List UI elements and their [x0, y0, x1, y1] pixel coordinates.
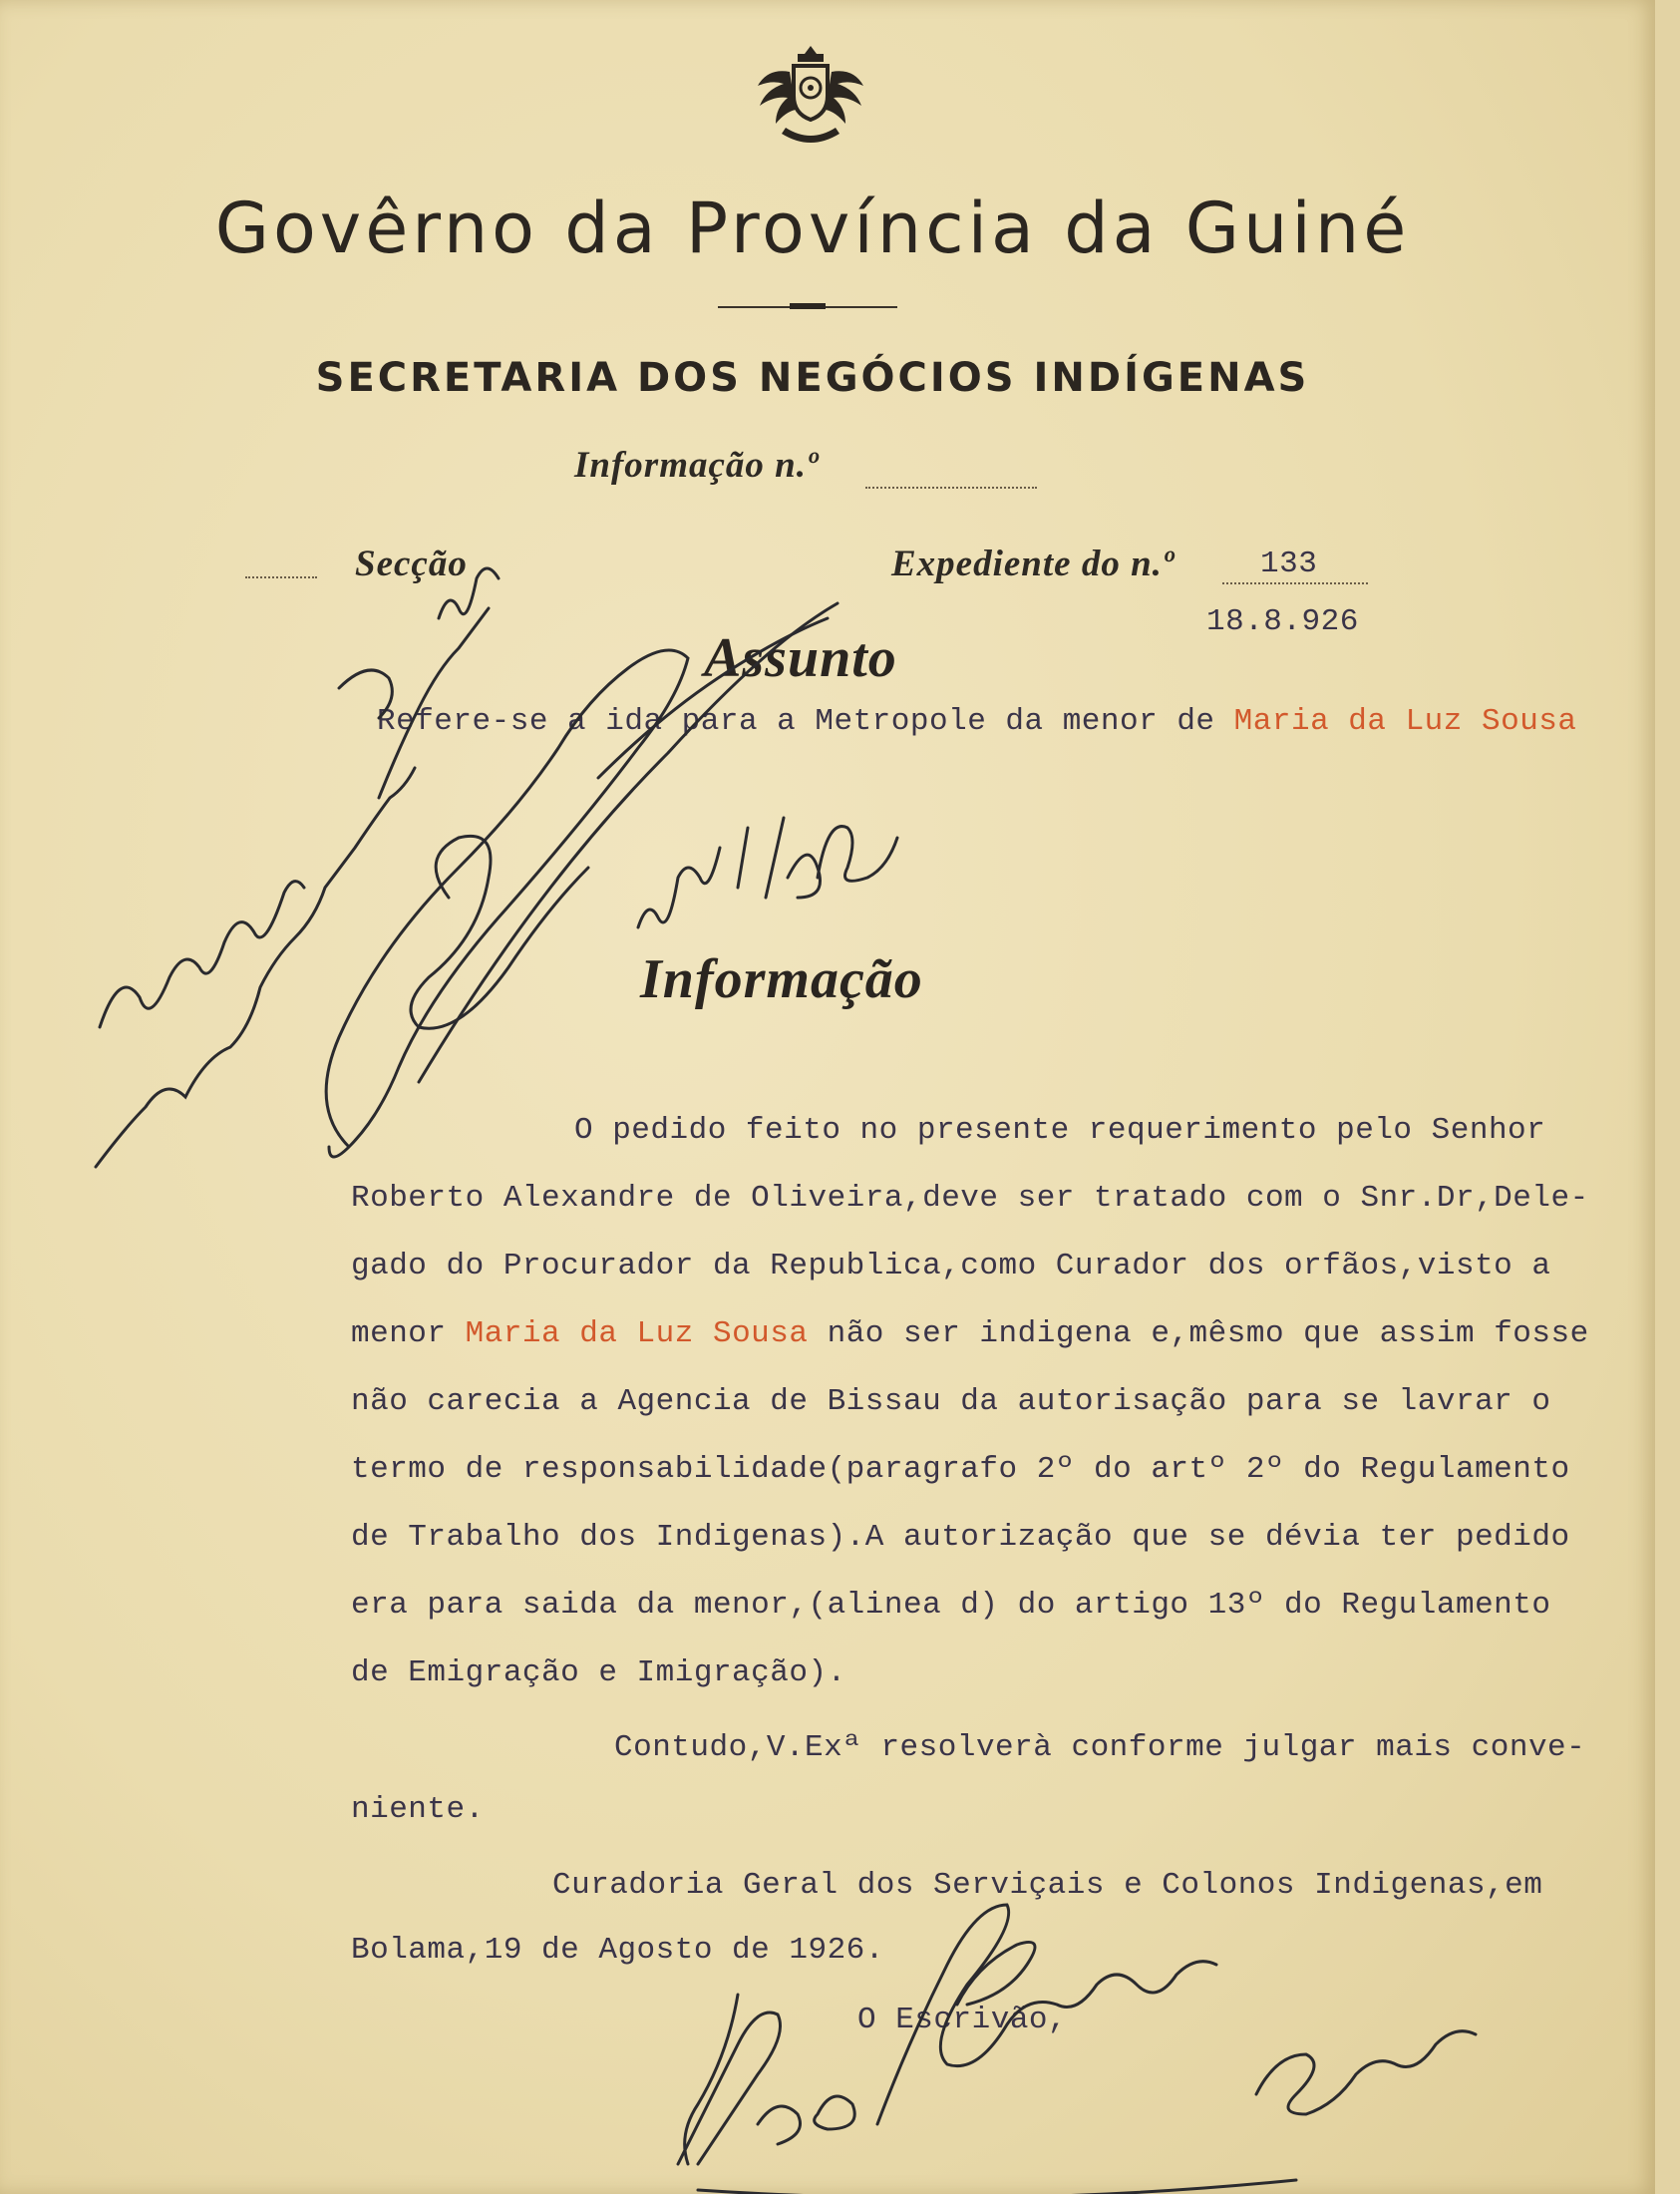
- body-line-11: niente.: [351, 1792, 485, 1827]
- coat-of-arms-icon: [750, 42, 871, 146]
- government-title: Govêrno da Província da Guiné: [214, 187, 1411, 269]
- expediente-date: 18.8.926: [1206, 604, 1359, 639]
- body-line-8: era para saida da menor,(alinea d) do artigo 13º do Regulamento: [351, 1588, 1551, 1623]
- expediente-blank: [1222, 582, 1368, 584]
- body-line-4-a: menor: [351, 1316, 447, 1351]
- signature-loop: [411, 836, 588, 1028]
- despacho-line-2: [96, 768, 415, 1167]
- bottom-signature: [678, 2012, 854, 2164]
- date-annotation: [638, 818, 897, 927]
- divider-mark: [790, 303, 826, 309]
- assunto-text: [377, 704, 1577, 739]
- assunto-heading: Assunto: [704, 627, 897, 689]
- informacao-heading: Informação: [640, 948, 923, 1010]
- body-line-5: não carecia a Agencia de Bissau da autorisação para se lavrar o: [351, 1384, 1551, 1419]
- body-line-4: [351, 1316, 1655, 1351]
- informacao-number-label: Informação n.º: [574, 445, 820, 486]
- bottom-signature-underline: [698, 2180, 1296, 2194]
- expediente-label: Expediente do n.º: [891, 544, 1176, 584]
- secretaria-heading: SECRETARIA DOS NEGÓCIOS INDÍGENAS: [315, 355, 1310, 401]
- body-line-13: Bolama,19 de Agosto de 1926.: [351, 1933, 884, 1968]
- expediente-number: 133: [1260, 547, 1318, 581]
- body-line-7: de Trabalho dos Indigenas).A autorização que se dévia ter pedido: [351, 1520, 1570, 1555]
- body-line-1: O pedido feito no presente requerimento pelo Senhor: [574, 1113, 1546, 1148]
- signoff-label: O Escrivão,: [857, 2003, 1068, 2037]
- body-line-4-b: não ser indigena e,mêsmo que assim fosse: [827, 1316, 1589, 1351]
- body-line-10: Contudo,V.Exª resolverà conforme julgar mais conve-: [614, 1730, 1586, 1765]
- body-line-2: Roberto Alexandre de Oliveira,deve ser tratado com o Snr.Dr,Dele-: [351, 1181, 1589, 1216]
- assunto-name: Maria da Luz Sousa: [1233, 704, 1577, 739]
- informacao-number-blank: [865, 487, 1037, 489]
- body-line-9: de Emigração e Imigração).: [351, 1655, 846, 1690]
- seccao-blank: [245, 576, 317, 578]
- despacho-line-1: [100, 882, 304, 1027]
- bottom-signature-end: [1256, 2031, 1476, 2114]
- seccao-label: Secção: [355, 544, 468, 584]
- signature-j: [685, 1995, 738, 2164]
- body-line-6: termo de responsabilidade(paragrafo 2º do artº 2º do Regulamento: [351, 1452, 1570, 1487]
- assunto-text-before: Refere-se a ida para a Metropole da menor de: [377, 704, 1215, 739]
- despacho-word-mid: [379, 608, 489, 798]
- body-line-4-name: Maria da Luz Sousa: [465, 1316, 809, 1351]
- body-line-3: gado do Procurador da Republica,como Curador dos orfãos,visto a: [351, 1249, 1551, 1283]
- body-line-12: Curadoria Geral dos Serviçais e Colonos Indigenas,em: [552, 1868, 1543, 1903]
